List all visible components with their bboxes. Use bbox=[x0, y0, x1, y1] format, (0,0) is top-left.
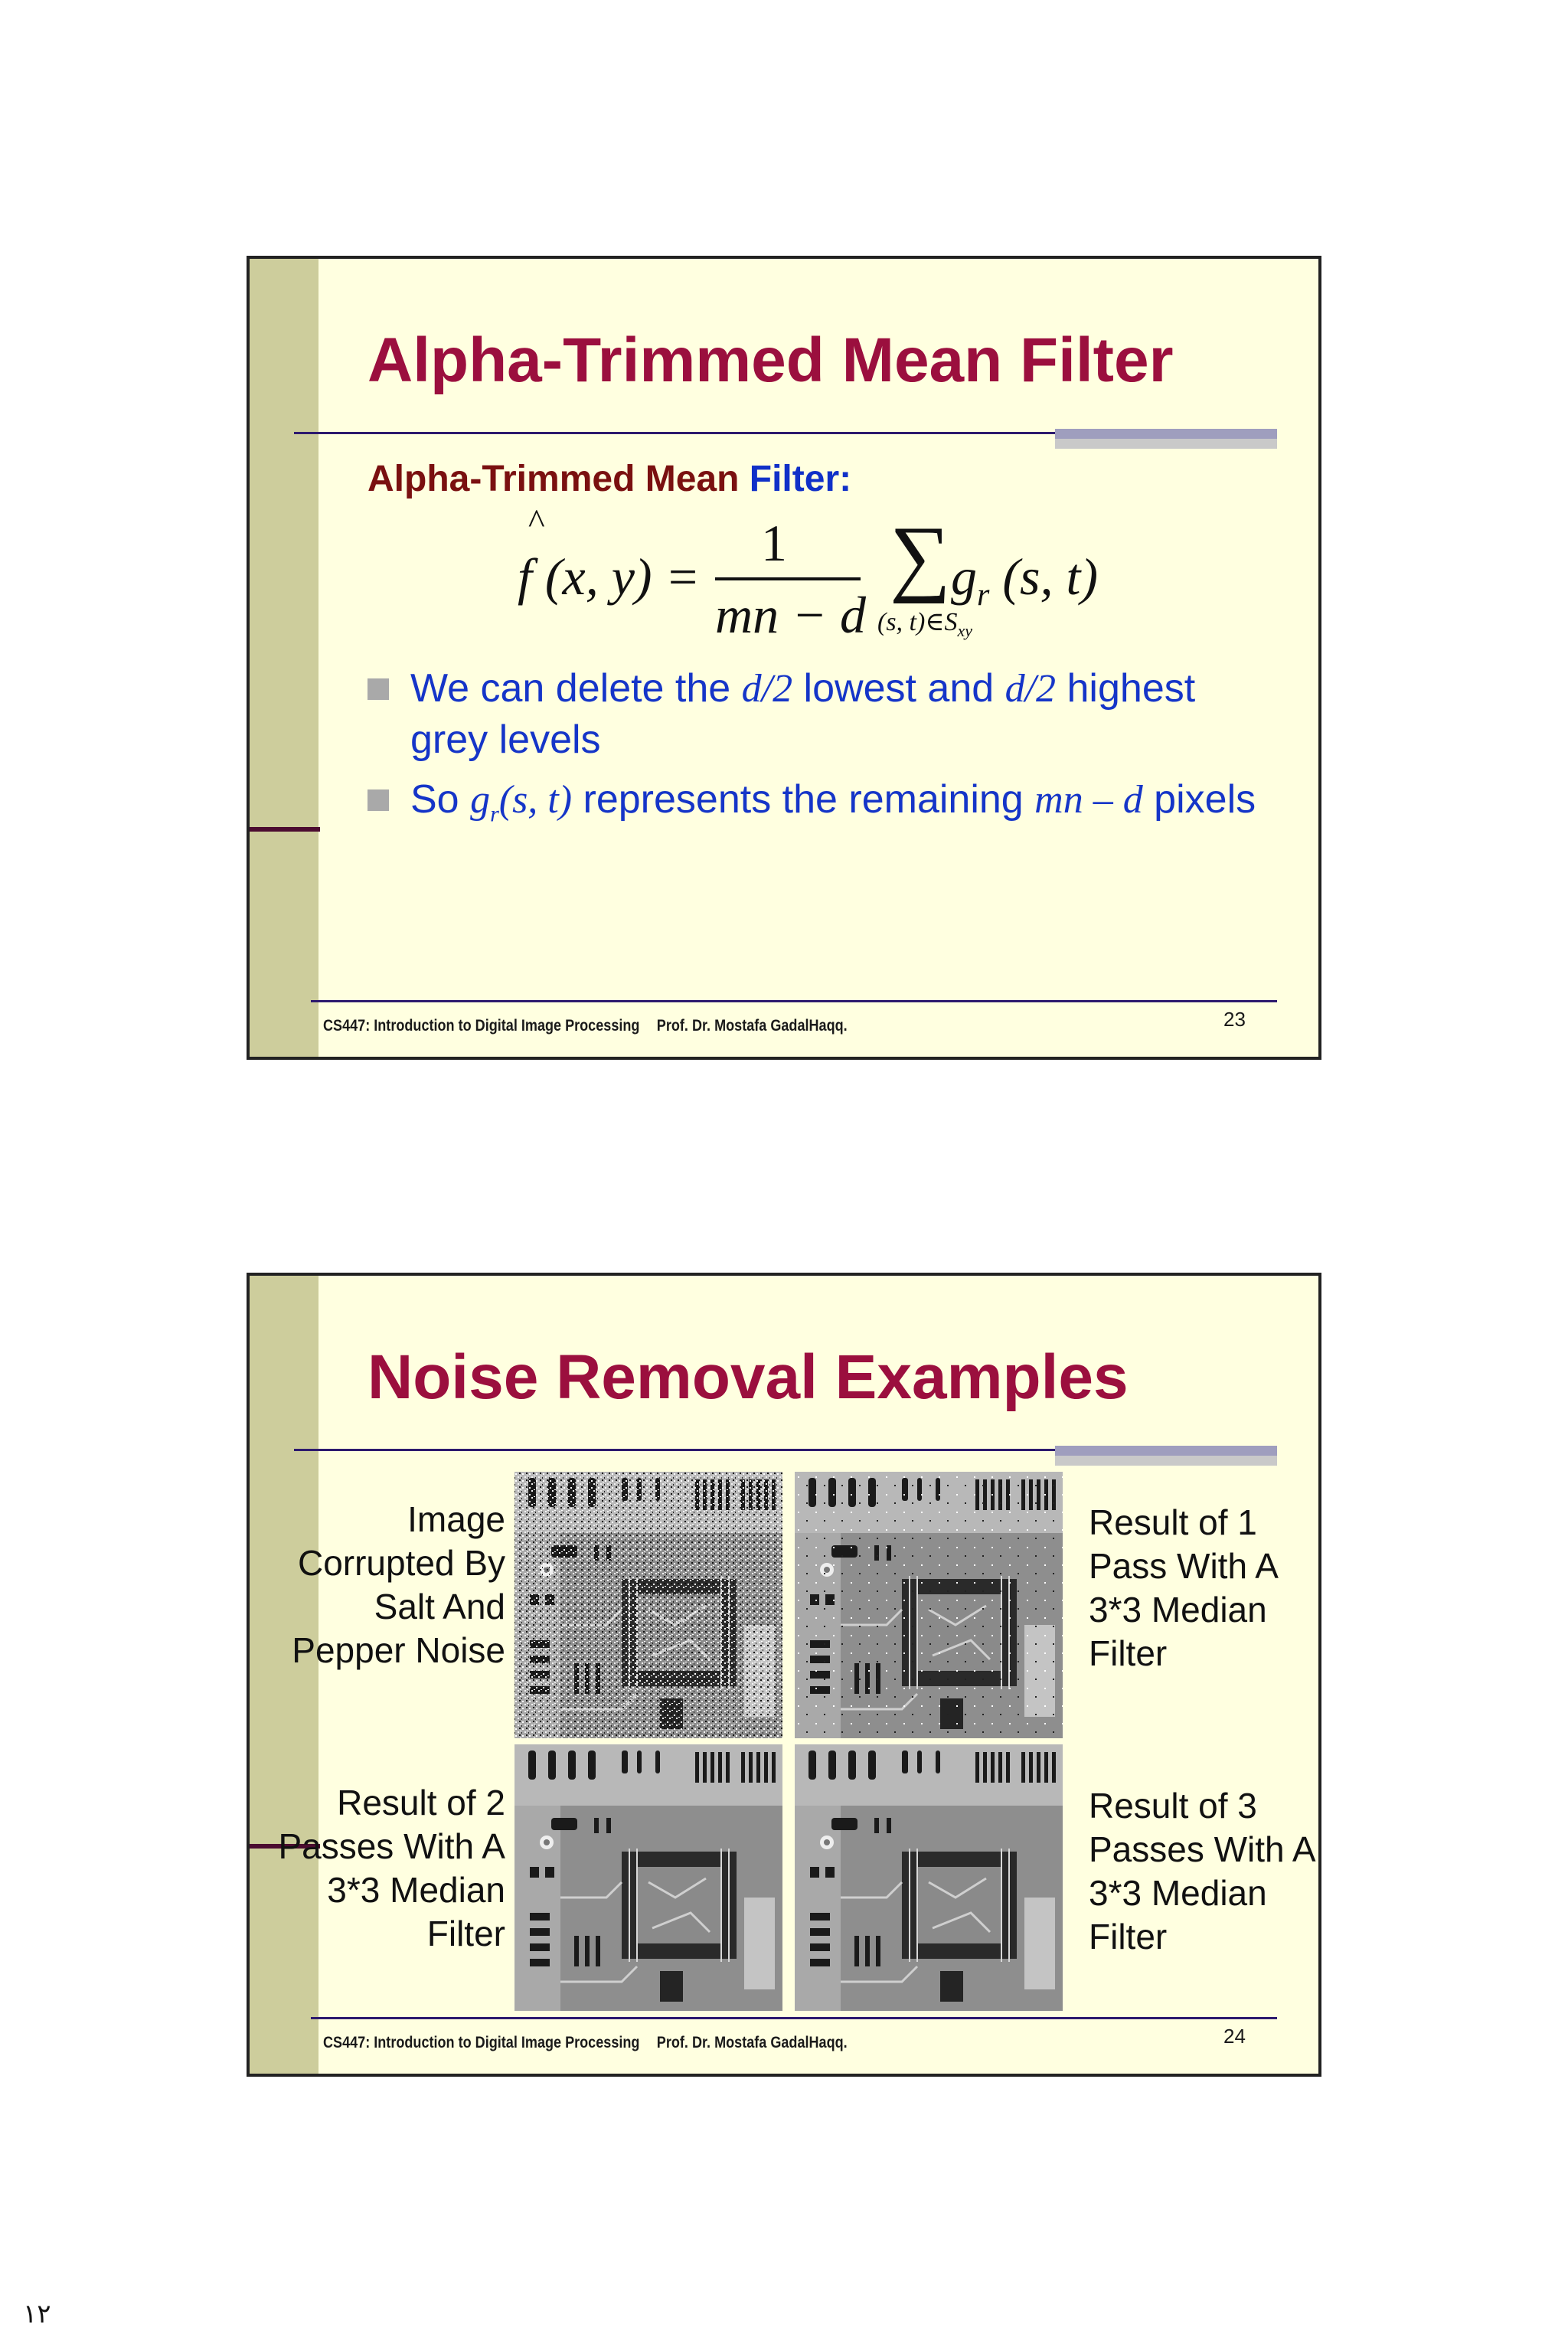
circuit-board-image bbox=[514, 1744, 782, 2011]
footer-author: Prof. Dr. Mostafa GadalHaqq. bbox=[656, 1017, 848, 1035]
footer-rule bbox=[311, 1000, 1277, 1002]
footer-author: Prof. Dr. Mostafa GadalHaqq. bbox=[656, 2034, 848, 2051]
subheading bbox=[368, 458, 851, 500]
two-pass-circuit-image bbox=[514, 1744, 782, 2011]
slide-title: Alpha-Trimmed Mean Filter bbox=[368, 325, 1174, 395]
formula-denominator: mn − d bbox=[715, 586, 866, 644]
bullet-item bbox=[368, 774, 1271, 839]
range-text: (s, t)∈S bbox=[877, 608, 958, 636]
caption-three-passes: Result of 3 Passes With A 3*3 Median Filter bbox=[1089, 1786, 1315, 1956]
slide-number: 23 bbox=[1223, 1008, 1246, 1031]
summation-symbol: ∑ bbox=[890, 509, 951, 604]
bullet-math: d/2 bbox=[1004, 667, 1057, 711]
bullet-item bbox=[368, 663, 1271, 765]
formula-lhs: f (x, y) = bbox=[518, 548, 701, 606]
circuit-board-image bbox=[795, 1472, 1063, 1738]
noisy-circuit-image bbox=[514, 1472, 782, 1738]
caption-two-passes: Result of 2 Passes With A 3*3 Median Filter bbox=[278, 1783, 505, 1953]
one-pass-circuit-image bbox=[795, 1472, 1063, 1738]
bullet-text: We can delete the bbox=[410, 666, 742, 711]
bullet-math: (s, t) bbox=[498, 778, 573, 822]
subheading-part-2: Filter: bbox=[749, 459, 852, 499]
bullet-math-subscript: r bbox=[490, 801, 499, 827]
fraction-bar bbox=[715, 577, 861, 580]
noise-removal-figure bbox=[514, 1472, 1063, 2011]
slide-title: Noise Removal Examples bbox=[368, 1342, 1129, 1412]
slide-number: 24 bbox=[1223, 2025, 1246, 2048]
circuit-board-image bbox=[514, 1472, 782, 1738]
formula-summand bbox=[951, 547, 1098, 614]
slide-footer bbox=[323, 2034, 848, 2052]
summand-subscript: r bbox=[977, 577, 990, 613]
bullet-text: represents the remaining bbox=[572, 777, 1035, 822]
slide-footer bbox=[323, 1017, 848, 1035]
summation-range bbox=[877, 606, 972, 641]
footer-course: CS447: Introduction to Digital Image Processing bbox=[323, 2034, 640, 2051]
three-pass-circuit-image bbox=[795, 1744, 1063, 2011]
range-subscript: xy bbox=[957, 620, 973, 640]
bullet-math: g bbox=[470, 778, 491, 822]
bullet-text: lowest and bbox=[792, 666, 1005, 711]
caption-one-pass: Result of 1 Pass With A 3*3 Median Filter bbox=[1089, 1502, 1277, 1673]
subheading-part-1: Alpha-Trimmed Mean bbox=[368, 459, 740, 499]
alpha-trimmed-formula bbox=[518, 502, 1130, 657]
summand-args: (s, t) bbox=[989, 548, 1099, 606]
footer-rule bbox=[311, 2017, 1277, 2019]
document-page-number: ١٢ bbox=[23, 2300, 51, 2329]
sidebar-accent-line bbox=[250, 827, 320, 832]
title-accent-bar bbox=[1055, 1446, 1277, 1466]
circuit-board-image bbox=[795, 1744, 1063, 2011]
slide-23 bbox=[247, 256, 1321, 1060]
footer-course: CS447: Introduction to Digital Image Processing bbox=[323, 1017, 640, 1035]
caption-noisy-image: Image Corrupted By Salt And Pepper Noise bbox=[292, 1499, 505, 1670]
slide-24 bbox=[247, 1273, 1321, 2077]
formula-numerator: 1 bbox=[761, 514, 787, 572]
slide-sidebar bbox=[250, 259, 318, 1057]
bullet-text: pixels bbox=[1142, 777, 1256, 822]
bullet-math: mn – d bbox=[1034, 778, 1143, 822]
bullet-list bbox=[368, 663, 1271, 848]
formula-hat: ^ bbox=[528, 502, 545, 541]
bullet-math: d/2 bbox=[741, 667, 793, 711]
bullet-text: highest grey levels bbox=[410, 666, 1196, 762]
title-accent-bar bbox=[1055, 429, 1277, 449]
bullet-text: So bbox=[410, 777, 471, 822]
bullet-square-icon bbox=[368, 678, 389, 700]
bullet-square-icon bbox=[368, 789, 389, 811]
summand-g: g bbox=[951, 548, 977, 606]
